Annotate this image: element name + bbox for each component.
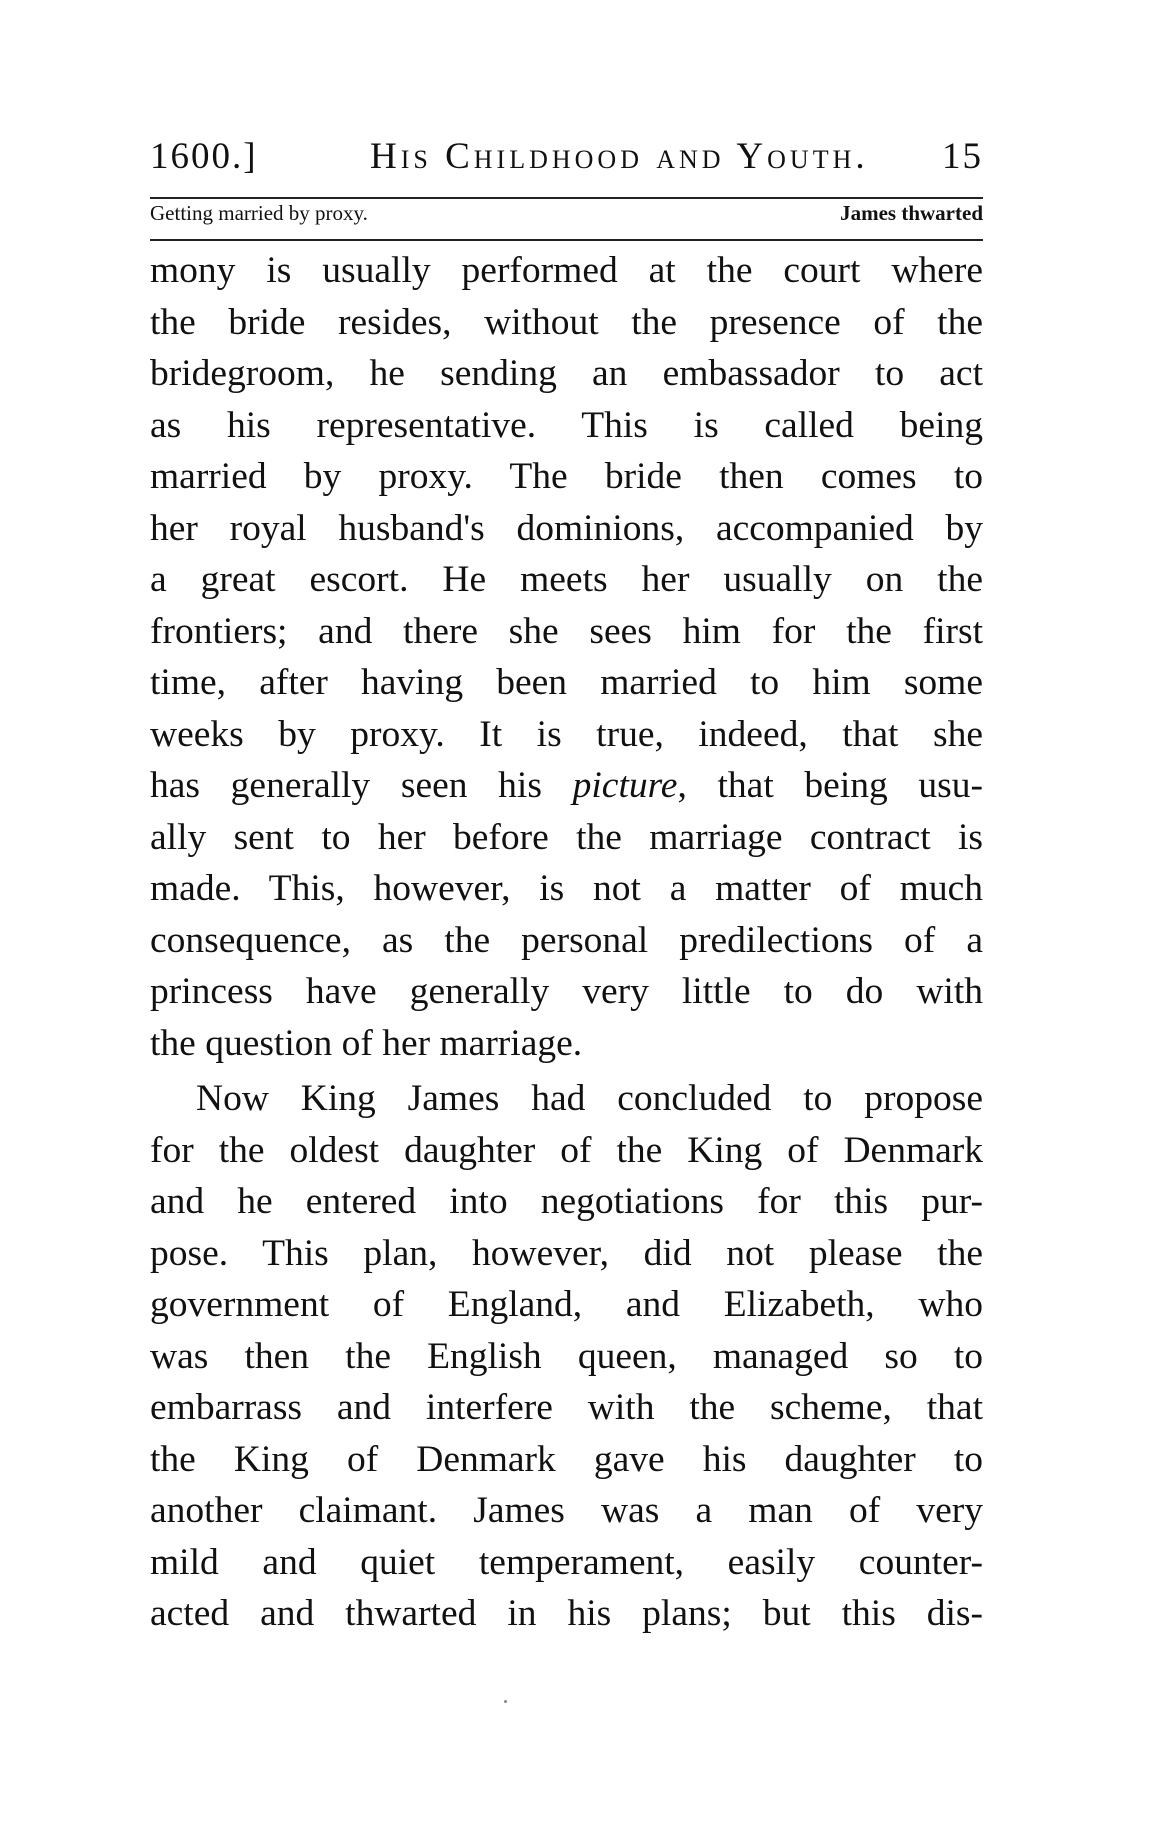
text-line: her royal husband's dominions, accompanied by bbox=[150, 507, 983, 549]
book-page bbox=[150, 135, 983, 1634]
text-line: and he entered into negotiations for this pur- bbox=[150, 1181, 983, 1222]
text-line: Now King James had concluded to propose bbox=[196, 1078, 983, 1119]
text-line: another claimant. James was a man of very bbox=[150, 1490, 983, 1531]
page-number: 15 bbox=[942, 136, 983, 177]
running-head bbox=[150, 135, 983, 193]
text-line: government of England, and Elizabeth, who bbox=[150, 1284, 983, 1325]
header-title: His Childhood and Youth. bbox=[370, 136, 869, 177]
text-line: for the oldest daughter of the King of Denmark bbox=[150, 1129, 983, 1171]
text-line: the question of her marriage. bbox=[150, 1022, 583, 1064]
paragraph-1 bbox=[150, 245, 983, 1069]
text-line: the bride resides, without the presence of the bbox=[150, 301, 983, 343]
sidenote-right: James thwarted bbox=[840, 201, 983, 225]
text-line: as his representative. This is called being bbox=[150, 404, 983, 446]
paragraph-2 bbox=[150, 1073, 983, 1640]
body-text bbox=[150, 245, 983, 1640]
sidenote-left: Getting married by proxy. bbox=[150, 201, 368, 225]
text-line: married by proxy. The bride then comes to bbox=[150, 456, 983, 497]
speck bbox=[504, 1700, 507, 1703]
text-line: acted and thwarted in his plans; but this dis- bbox=[150, 1593, 983, 1634]
text-line: pose. This plan, however, did not please the bbox=[150, 1232, 983, 1274]
text-line: princess have generally very little to do with bbox=[150, 971, 983, 1012]
text-line: the King of Denmark gave his daughter to bbox=[150, 1438, 983, 1480]
text-line: was then the English queen, managed so to bbox=[150, 1335, 983, 1377]
text-line: embarrass and interfere with the scheme, that bbox=[150, 1387, 983, 1428]
text-line: weeks by proxy. It is true, indeed, that she bbox=[150, 713, 983, 755]
header-rule bbox=[150, 197, 983, 199]
header-year: 1600.] bbox=[150, 136, 258, 177]
text-line: frontiers; and there she sees him for the first bbox=[150, 610, 983, 652]
text-line: mony is usually performed at the court where bbox=[150, 250, 983, 291]
text-line: ally sent to her before the marriage contract is bbox=[150, 816, 983, 858]
sidenote-bar bbox=[150, 201, 983, 231]
text-line: has generally seen his picture, that being usu- bbox=[150, 765, 983, 806]
text-line: consequence, as the personal predilections of a bbox=[150, 919, 983, 961]
text-line: bridegroom, he sending an embassador to act bbox=[150, 353, 983, 394]
text-line: mild and quiet temperament, easily counter- bbox=[150, 1541, 983, 1583]
text-line: made. This, however, is not a matter of much bbox=[150, 868, 983, 909]
sidenote-rule bbox=[150, 239, 983, 241]
text-line: a great escort. He meets her usually on the bbox=[150, 559, 983, 600]
text-line: time, after having been married to him some bbox=[150, 662, 983, 703]
